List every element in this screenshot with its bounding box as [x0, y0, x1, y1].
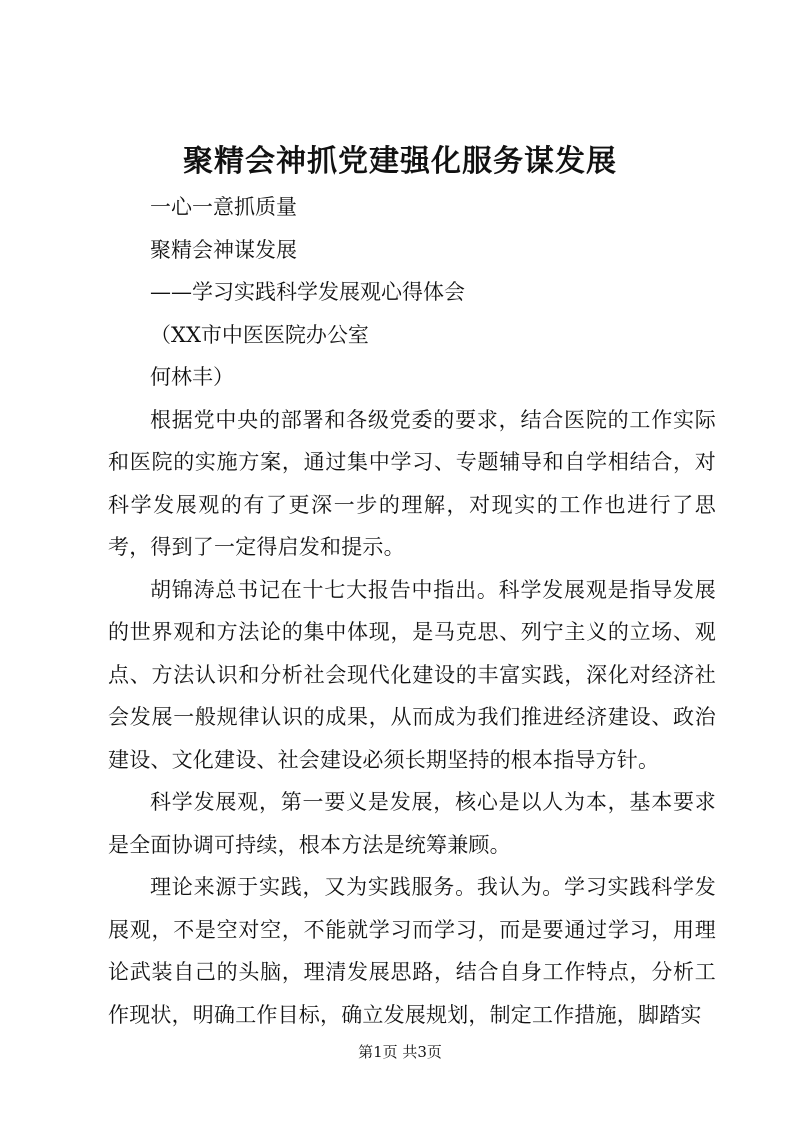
header-line-4: （XX市中医医院办公室	[150, 322, 369, 347]
header-line-2: 聚精会神谋发展	[150, 237, 297, 262]
header-line-1: 一心一意抓质量	[150, 195, 297, 219]
page-footer: 第1页 共3页	[358, 1043, 442, 1061]
paragraph-1: 根据党中央的部署和各级党委的要求，结合医院的工作实际和医院的实施方案，通过集中学习、专题辅导和自学相结合，对科学发展观的有了更深一步的理解，对现实的工作也进行了思考，得到了一定得启发和提示。	[108, 407, 716, 559]
header-line-3: ——学习实践科学发展观心得体会	[150, 280, 465, 304]
header-line-5: 何林丰）	[150, 365, 234, 389]
paragraph-4: 理论来源于实践，又为实践服务。我认为。学习实践科学发展观，不是空对空，不能就学习而学习，而是要通过学习，用理论武装自己的头脑，理清发展思路，结合自身工作特点，分析工作现状，明确工作目标，确立发展规划，制定工作措施，脚踏实	[108, 875, 716, 1027]
paragraph-2: 胡锦涛总书记在十七大报告中指出。科学发展观是指导发展的世界观和方法论的集中体现，是马克思、列宁主义的立场、观点、方法认识和分析社会现代化建设的丰富实践，深化对经济社会发展一般规律认识的成果，从而成为我们推进经济建设、政治建设、文化建设、社会建设必须长期坚持的根本指导方针。	[108, 577, 716, 772]
document-title: 聚精会神抓党建强化服务谋发展	[183, 144, 617, 179]
paragraph-3: 科学发展观，第一要义是发展，核心是以人为本，基本要求是全面协调可持续，根本方法是统筹兼顾。	[108, 790, 716, 857]
document-body	[108, 186, 716, 1036]
